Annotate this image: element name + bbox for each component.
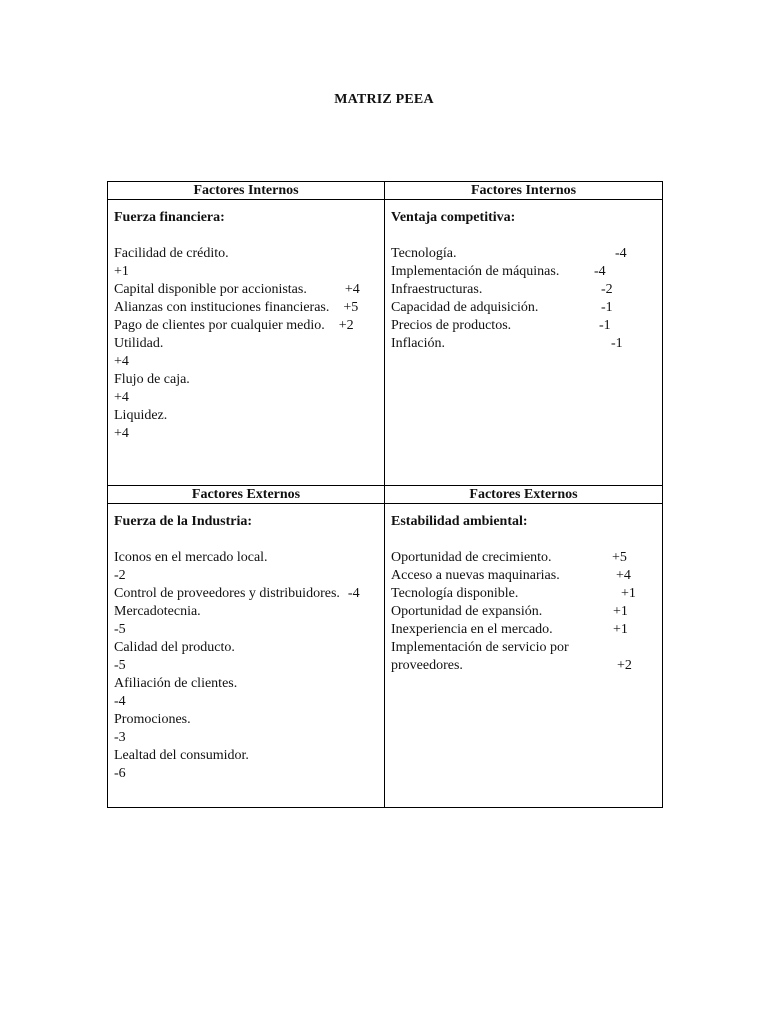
factor-value: -6 xyxy=(114,766,126,781)
factor-value: +1 xyxy=(621,586,636,601)
cell-estabilidad-ambiental xyxy=(385,504,663,808)
factor-value: +2 xyxy=(338,318,354,333)
list-item xyxy=(114,407,378,443)
list-item xyxy=(114,711,378,747)
list-item xyxy=(391,263,656,281)
internal-content-row xyxy=(108,200,663,486)
factor-value: +1 xyxy=(613,622,628,637)
factor-label: Iconos en el mercado local. xyxy=(114,550,268,565)
factor-label: Flujo de caja. xyxy=(114,372,190,387)
list-item xyxy=(114,299,378,317)
factor-label: Lealtad del consumidor. xyxy=(114,748,249,763)
list-item xyxy=(391,621,656,639)
page-title: MATRIZ PEEA xyxy=(334,92,434,107)
factor-value: +2 xyxy=(617,658,632,673)
list-item xyxy=(114,603,378,639)
list-item xyxy=(391,281,656,299)
list-item xyxy=(114,675,378,711)
header-internal-left: Factores Internos xyxy=(108,182,385,200)
header-external-left: Factores Externos xyxy=(108,486,385,504)
factor-label: Capital disponible por accionistas. xyxy=(114,282,307,297)
factor-value: +1 xyxy=(114,264,129,279)
factor-value: -4 xyxy=(615,246,627,261)
list-item xyxy=(114,371,378,407)
estabilidad-ambiental-section xyxy=(385,504,662,807)
header-internal-right: Factores Internos xyxy=(385,182,663,200)
header-external-right: Factores Externos xyxy=(385,486,663,504)
list-item xyxy=(114,335,378,371)
factor-label: Facilidad de crédito. xyxy=(114,246,229,261)
factor-value: -2 xyxy=(601,282,613,297)
list-item xyxy=(391,317,656,335)
external-content-row xyxy=(108,504,663,808)
factor-label: Pago de clientes por cualquier medio. xyxy=(114,318,325,333)
factor-label: Afiliación de clientes. xyxy=(114,676,238,691)
list-item xyxy=(391,585,656,603)
cell-ventaja-competitiva xyxy=(385,200,663,486)
internal-header-row xyxy=(108,182,663,200)
factor-label: Oportunidad de expansión. xyxy=(391,604,543,619)
factor-label: Implementación de máquinas. xyxy=(391,264,560,279)
ventaja-competitiva-heading: Ventaja competitiva: xyxy=(391,210,516,225)
factor-label: Capacidad de adquisición. xyxy=(391,300,539,315)
list-item xyxy=(114,747,378,783)
list-item xyxy=(391,639,656,675)
factor-label: Control de proveedores y distribuidores. xyxy=(114,586,340,601)
list-item xyxy=(391,245,656,263)
factor-label: Tecnología disponible. xyxy=(391,586,519,601)
factor-value: +5 xyxy=(343,300,359,315)
factor-label: Precios de productos. xyxy=(391,318,512,333)
factor-label: Implementación de servicio por proveedores. xyxy=(391,640,569,673)
list-item xyxy=(114,281,378,299)
fuerza-industria-section xyxy=(108,504,384,807)
factor-value: +4 xyxy=(114,426,129,441)
factor-label: Liquidez. xyxy=(114,408,168,423)
factor-value: -2 xyxy=(114,568,126,583)
list-item xyxy=(391,603,656,621)
factor-value: -4 xyxy=(594,264,606,279)
factor-value: -5 xyxy=(114,658,126,673)
fuerza-financiera-heading: Fuerza financiera: xyxy=(114,210,225,225)
factor-value: -1 xyxy=(601,300,613,315)
estabilidad-ambiental-heading: Estabilidad ambiental: xyxy=(391,514,528,529)
factor-value: -3 xyxy=(114,730,126,745)
fuerza-financiera-section xyxy=(108,200,384,485)
factor-label: Inflación. xyxy=(391,336,446,351)
list-item xyxy=(114,585,378,603)
cell-fuerza-financiera xyxy=(108,200,385,486)
list-item xyxy=(114,639,378,675)
factor-value: +4 xyxy=(616,568,631,583)
cell-fuerza-industria xyxy=(108,504,385,808)
list-item xyxy=(114,549,378,585)
factor-label: Alianzas con instituciones financieras. xyxy=(114,300,330,315)
factor-label: Promociones. xyxy=(114,712,191,727)
factor-value: +4 xyxy=(344,282,360,297)
factor-label: Oportunidad de crecimiento. xyxy=(391,550,552,565)
factor-value: -4 xyxy=(347,586,360,601)
list-item xyxy=(114,245,378,281)
factor-value: +4 xyxy=(114,354,129,369)
fuerza-industria-heading: Fuerza de la Industria: xyxy=(114,514,253,529)
factor-value: -5 xyxy=(114,622,126,637)
factor-value: -1 xyxy=(611,336,623,351)
factor-value: +5 xyxy=(612,550,627,565)
peea-matrix-table xyxy=(107,181,663,808)
factor-label: Inexperiencia en el mercado. xyxy=(391,622,553,637)
ventaja-competitiva-section xyxy=(385,200,662,485)
list-item xyxy=(391,549,656,567)
external-header-row xyxy=(108,486,663,504)
factor-label: Acceso a nuevas maquinarias. xyxy=(391,568,560,583)
factor-label: Mercadotecnia. xyxy=(114,604,201,619)
list-item xyxy=(391,567,656,585)
list-item xyxy=(114,317,378,335)
list-item xyxy=(391,335,656,353)
factor-label: Calidad del producto. xyxy=(114,640,235,655)
factor-value: +1 xyxy=(613,604,628,619)
factor-label: Infraestructuras. xyxy=(391,282,483,297)
factor-label: Tecnología. xyxy=(391,246,457,261)
list-item xyxy=(391,299,656,317)
factor-label: Utilidad. xyxy=(114,336,164,351)
factor-value: +4 xyxy=(114,390,129,405)
factor-value: -1 xyxy=(599,318,611,333)
factor-value: -4 xyxy=(114,694,126,709)
